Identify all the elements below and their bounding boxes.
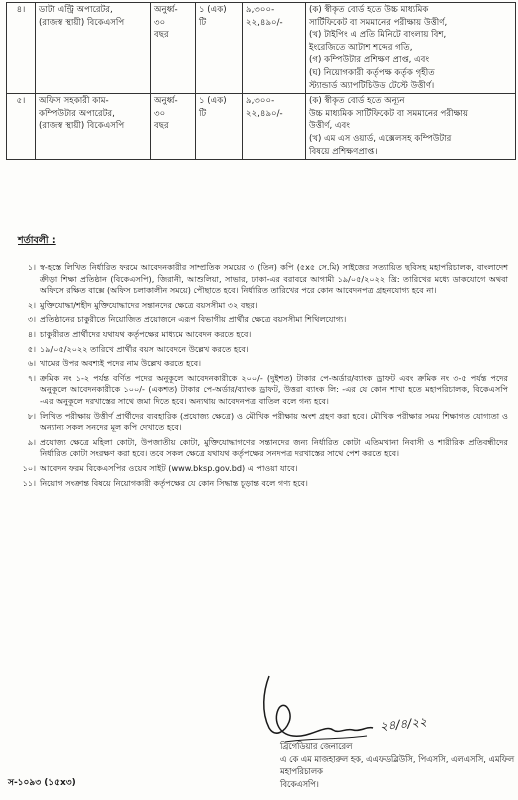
post-qualifications-line: উত্তীর্ণ, এবং xyxy=(309,121,350,132)
post-qualifications-line: স্ট্যান্ডার্ড অ্যাপটিচিউড টেস্টে উত্তীর্ণ। xyxy=(309,80,435,91)
post-qualifications-line: (খ) এম এস ওয়ার্ড, এক্সেলসহ কম্পিউটার xyxy=(309,133,452,144)
term-item xyxy=(14,314,508,326)
term-text: প্রযোজ্য ক্ষেত্রে মহিলা কোটা, উপজাতীয় কোটা, মুক্তিযোদ্ধাগণের সন্তানদের জন্য নির্ধারিত কোটা এতিমখানা নিবাসী ও শারীরিক প্রতিবন্ধীদের নির্ধারিত কোটা সংরক্ষণ করা হবে। তবে সকল ক্ষেত্রে যথাযথ কর্তৃপক্ষের সনদপত্র দরখাস্তের সাথে পেশ করতে হবে। xyxy=(40,436,508,459)
term-text: ক্রমিক নং ১-২ পর্যন্ত বর্ণিত পদের অনুকূলে আবেদনকারীকে ২০০/- (দুইশত) টাকার পে-অর্ডার/ব্যাংক ড্রাফট এবং ক্রমিক নং ৩-৫ পর্যন্ত পদের অনুকূলে আবেদনকারীকে ১০০/- (একশত) টাকার পে-অর্ডার/ব্যাংক ড্রাফট, উত্তরা ব্যাংক লি: -এর যে কোন শাখা হতে মহাপরিচালক, বিকেএসপি -এর অনুকূলে দরখাস্তের সাথে জমা দিতে হবে। অন্যথায় আবেদনপত্র বাতিল বলে গন্য হবে। xyxy=(40,372,508,406)
term-item xyxy=(14,262,508,297)
term-number: ১০। xyxy=(22,462,36,473)
signatory-title: মহাপরিচালক xyxy=(280,766,323,776)
post-age-limit xyxy=(151,94,196,160)
post-age-limit-line: বছর xyxy=(154,30,169,41)
post-count-line: ১ (এক) xyxy=(199,5,227,15)
post-serial-line: ৫। xyxy=(16,96,26,107)
post-name-line: ডাটা এন্ট্রি অপারেটর, xyxy=(39,5,113,15)
post-count-line: ১ (এক) xyxy=(199,96,227,107)
post-age-limit xyxy=(151,3,196,94)
term-item xyxy=(14,411,508,434)
post-qualifications xyxy=(306,94,516,160)
signatory-block xyxy=(280,740,514,790)
term-item xyxy=(14,358,508,370)
post-pay-scale xyxy=(243,3,306,94)
term-text: প্রতিষ্ঠানের চাকুরীতে নিয়োজিত প্রয়োজনে এরূপ বিভাগীয় প্রার্থীর ক্ষেত্রে বয়সসীমা শিথিলযোগ্য। xyxy=(40,314,347,325)
term-item xyxy=(14,478,508,490)
post-name-line: অফিস সহকারী কাম- xyxy=(39,96,109,107)
post-pay-scale-line: ৯,৩০০- xyxy=(246,5,275,15)
post-row xyxy=(7,94,516,160)
post-count xyxy=(196,94,243,160)
term-text: চাকুরীরত প্রার্থীদের যথাযথ কর্তৃপক্ষের মাধ্যমে আবেদন করতে হবে। xyxy=(40,328,252,339)
post-age-limit-line: অনুর্ধ্ব- xyxy=(154,96,178,107)
post-qualifications-line: সার্টিফিকেট বা সমমানের পরীক্ষায় উত্তীর্ণ, xyxy=(309,17,448,28)
term-text: ১৯/০৫/২০২২ তারিখে প্রার্থীর বয়স আবেদনে উল্লেখ করতে হবে। xyxy=(40,343,249,354)
post-age-limit-line: অনুর্ধ্ব- xyxy=(154,5,178,15)
term-item xyxy=(14,437,508,460)
term-item xyxy=(14,344,508,356)
post-name-line: কম্পিউটার অপারেটর, xyxy=(39,108,115,119)
post-row xyxy=(7,3,516,94)
term-text: স্ব-হস্তে লিখিত নির্ধারিত ফরমে আবেদনকারীর সাম্প্রতিক সময়ের ৩ (তিন) কপি (৫x৫ সে.মি) সাইজের সত্যায়িত ছবিসহ মহাপরিচালক, বাংলাদেশ ক্রীড়া শিক্ষা প্রতিষ্ঠান (বিকেএসপি), জিরানী, আশুলিয়া, সাভার, ঢাকা-এর বরাবরে আগামী ১৯/০৫/২০২২ খ্রি: তারিখের মধ্যে ডাকযোগে অথবা অফিসে রক্ষিত বাক্সে (অফিস চলাকালীন সময়ে) পৌছাতে হবে। নির্ধারিত তারিখের পরে কোন আবেদনপত্র গ্রহনযোগ্য হবে না। xyxy=(40,262,508,296)
post-pay-scale xyxy=(243,94,306,160)
signatory-rank: ব্রিগেডিয়ার জেনারেল xyxy=(280,741,353,751)
post-name-line: (রাজস্ব স্থায়ী) বিকেএসপি xyxy=(39,121,125,132)
post-age-limit-line: ৩০ xyxy=(154,17,166,28)
post-qualifications-line: (ক) স্বীকৃত বোর্ড হতে উচ্চ মাধ্যমিক xyxy=(309,5,429,15)
reference-number: স-১০৯৩ (১৫x৩) xyxy=(8,778,76,788)
post-name-line: (রাজস্ব স্থায়ী) বিকেএসপি xyxy=(39,17,125,28)
post-serial-line: ৪। xyxy=(16,5,26,15)
terms-heading: শর্তাবলী : xyxy=(18,235,56,246)
post-qualifications xyxy=(306,3,516,94)
signature-date: ২৪/৪/২২ xyxy=(379,714,428,734)
term-number: ৯। xyxy=(27,436,36,447)
post-qualifications-line: বিষয়ে প্রশিক্ষণপ্রাপ্ত। xyxy=(309,146,378,157)
term-text: খামের উপর অবশ্যই পদের নাম উল্লেখ করতে হবে। xyxy=(40,358,202,369)
term-text: নিয়োগ সংক্রান্ত বিষয়ে নিয়োগকারী কর্তৃপক্ষের যে কোন সিদ্ধান্ত চূড়ান্ত বলে গণ্য হবে। xyxy=(40,477,308,488)
term-item xyxy=(14,300,508,312)
post-name xyxy=(36,94,151,160)
terms-list xyxy=(14,262,508,492)
term-item xyxy=(14,463,508,475)
post-count-line: টি xyxy=(199,17,207,28)
post-count xyxy=(196,3,243,94)
term-item xyxy=(14,373,508,408)
term-item xyxy=(14,329,508,341)
term-number: ৬। xyxy=(27,358,36,369)
post-qualifications-line: উচ্চ মাধ্যমিক সার্টিফিকেট বা সমমানের পরীক্ষায় xyxy=(309,108,469,119)
posts-table xyxy=(6,2,516,160)
term-number: ১১। xyxy=(22,477,36,488)
post-qualifications-line: (গ) কম্পিউটার প্রশিক্ষণ প্রাপ্ত, এবং xyxy=(309,55,430,66)
term-number: ৭। xyxy=(27,372,36,383)
post-qualifications-line: (ঘ) নিয়োগকারী কর্তৃপক্ষ কর্তৃক গৃহীত xyxy=(309,67,435,78)
term-number: ৪। xyxy=(27,328,36,339)
term-number: ৩। xyxy=(27,314,36,325)
post-count-line: টি xyxy=(199,108,207,119)
post-qualifications-line: (ক) স্বীকৃত বোর্ড হতে অন্যূন xyxy=(309,96,405,107)
post-serial xyxy=(7,3,36,94)
post-qualifications-line: ইংরেজিতে আটাশ শব্দের গতি, xyxy=(309,42,413,53)
post-qualifications-line: (খ) টাইপিং এ প্রতি মিনিটে বাংলায় বিশ, xyxy=(309,30,447,41)
post-age-limit-line: ৩০ xyxy=(154,108,166,119)
term-number: ৮। xyxy=(27,410,36,421)
post-pay-scale-line: ২২,৪৯০/- xyxy=(246,108,283,119)
signatory-org: বিকেএসপি। xyxy=(280,778,319,789)
post-age-limit-line: বছর xyxy=(154,121,169,132)
term-number: ৫। xyxy=(27,343,36,354)
post-pay-scale-line: ৯,৩০০- xyxy=(246,96,275,107)
post-pay-scale-line: ২২,৪৯০/- xyxy=(246,17,283,28)
term-text: লিখিত পরীক্ষায় উত্তীর্ণ প্রার্থীদের ব্যবহারিক (প্রযোজ্য ক্ষেত্রে) ও মৌখিক পরীক্ষায় অংশ গ্রহণ করা হবে। মৌখিক পরীক্ষার সময় শিক্ষাগত যোগ্যতা ও অন্যান্য সকল সনদের মূল কপি দেখাতে হবে। xyxy=(40,410,508,433)
term-number: ১। xyxy=(27,262,36,272)
term-number: ২। xyxy=(27,299,36,310)
post-name xyxy=(36,3,151,94)
post-serial xyxy=(7,94,36,160)
signatory-name: এ কে এম মাজহারুল হক, এএফডব্লিউসি, পিএসসি, এলএসসি, এমফিল xyxy=(280,753,515,764)
term-text: আবেদন ফরম বিকেএসপির ওয়েব সাইট (www.bksp.gov.bd) এ পাওয়া যাবে। xyxy=(40,462,298,473)
term-text: মুক্তিযোদ্ধা/শহীদ মুক্তিযোদ্ধাদের সন্তানদের ক্ষেত্রে বয়সসীমা ৩২ বছর। xyxy=(40,299,258,310)
